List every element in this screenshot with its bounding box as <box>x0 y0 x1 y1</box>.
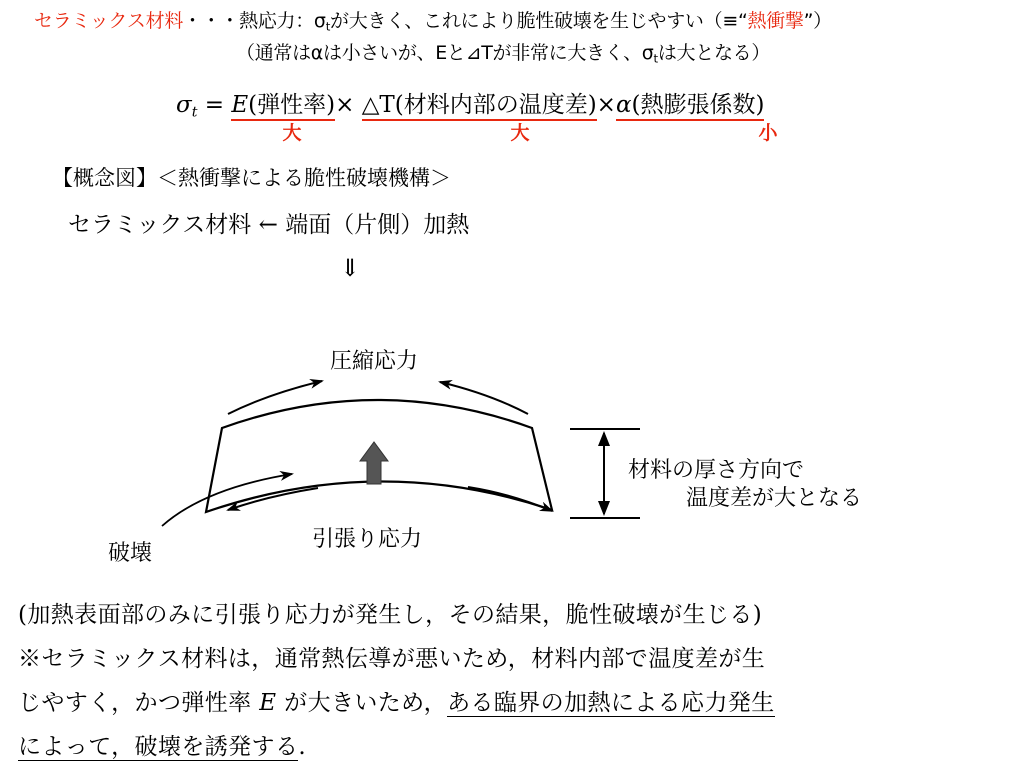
header-line2-b: は大となる） <box>657 42 771 64</box>
ceramic-material-label: セラミックス材料 <box>34 10 184 32</box>
thermal-shock-term: 熱衝撃 <box>747 10 804 32</box>
size-label-small: 小 <box>758 122 778 144</box>
heating-description: セラミックス材料 ← 端面（片側）加熱 <box>68 212 470 238</box>
explanation-line-2: ※セラミックス材料は，通常熱伝導が悪いため，材料内部で温度差が生 <box>18 646 766 672</box>
formula-times-1: × <box>335 92 355 118</box>
thickness-label-1: 材料の厚さ方向で <box>628 458 805 483</box>
up-arrow-icon <box>360 442 388 484</box>
compressive-arrow-left <box>228 381 322 414</box>
formula-E: E <box>231 92 249 118</box>
sigma-subscript-2: t <box>653 51 658 66</box>
explanation-line3-b: が大きいため， <box>276 690 448 716</box>
concept-bracket: 【概念図】 <box>52 166 157 190</box>
formula-times-2: × <box>596 92 616 118</box>
explanation-underlined-1: ある臨界の加熱による応力発生 <box>447 690 775 716</box>
tensile-arrow-left <box>228 488 318 510</box>
header-line1-dots: ・・・熱応力：σ <box>183 10 326 32</box>
size-label-large-1: 大 <box>282 122 302 144</box>
header-line1-mid: が大きく、これにより脆性破壊を生じやすい（≡“ <box>330 10 748 32</box>
header-line2-a: （通常はαは小さいが、Eと⊿Tが非常に大きく、σ <box>236 42 654 64</box>
formula-E-desc: (弾性率) <box>248 92 336 118</box>
explanation-line3-a: じやすく，かつ弾性率 <box>18 690 260 716</box>
header-line1-tail: ”） <box>803 10 832 32</box>
formula-deltaT-desc: (材料内部の温度差) <box>394 92 597 118</box>
size-label-large-2: 大 <box>510 122 530 144</box>
explanation-underlined-2: によって，破壊を誘発する <box>18 734 299 760</box>
formula-sigma: σ <box>176 92 192 118</box>
tensile-stress-label: 引張り応力 <box>312 527 423 552</box>
formula-equals: = <box>204 92 225 118</box>
explanation-line-1: (加熱表面部のみに引張り応力が発生し，その結果，脆性破壊が生じる) <box>18 602 763 628</box>
explanation-E: E <box>259 690 277 716</box>
formula-alpha: α <box>615 92 632 118</box>
formula-deltaT: △T <box>361 92 395 118</box>
explanation-line-4 <box>18 728 306 761</box>
sigma-subscript: t <box>325 19 331 34</box>
formula-alpha-desc: (熱膨張係数) <box>631 92 765 118</box>
explanation-end: . <box>298 734 307 760</box>
formula-sigma-sub: t <box>191 104 198 121</box>
compressive-arrow-right <box>440 382 528 414</box>
thickness-label-2: 温度差が大となる <box>686 486 863 511</box>
down-double-arrow-icon: ⇓ <box>340 254 361 282</box>
explanation-line-3 <box>18 684 775 717</box>
fracture-label: 破壊 <box>108 541 153 566</box>
concept-title: ＜熱衝撃による脆性破壊機構＞ <box>157 166 451 190</box>
compressive-stress-label: 圧縮応力 <box>330 349 419 374</box>
fracture-pointer-arrow <box>162 474 292 526</box>
